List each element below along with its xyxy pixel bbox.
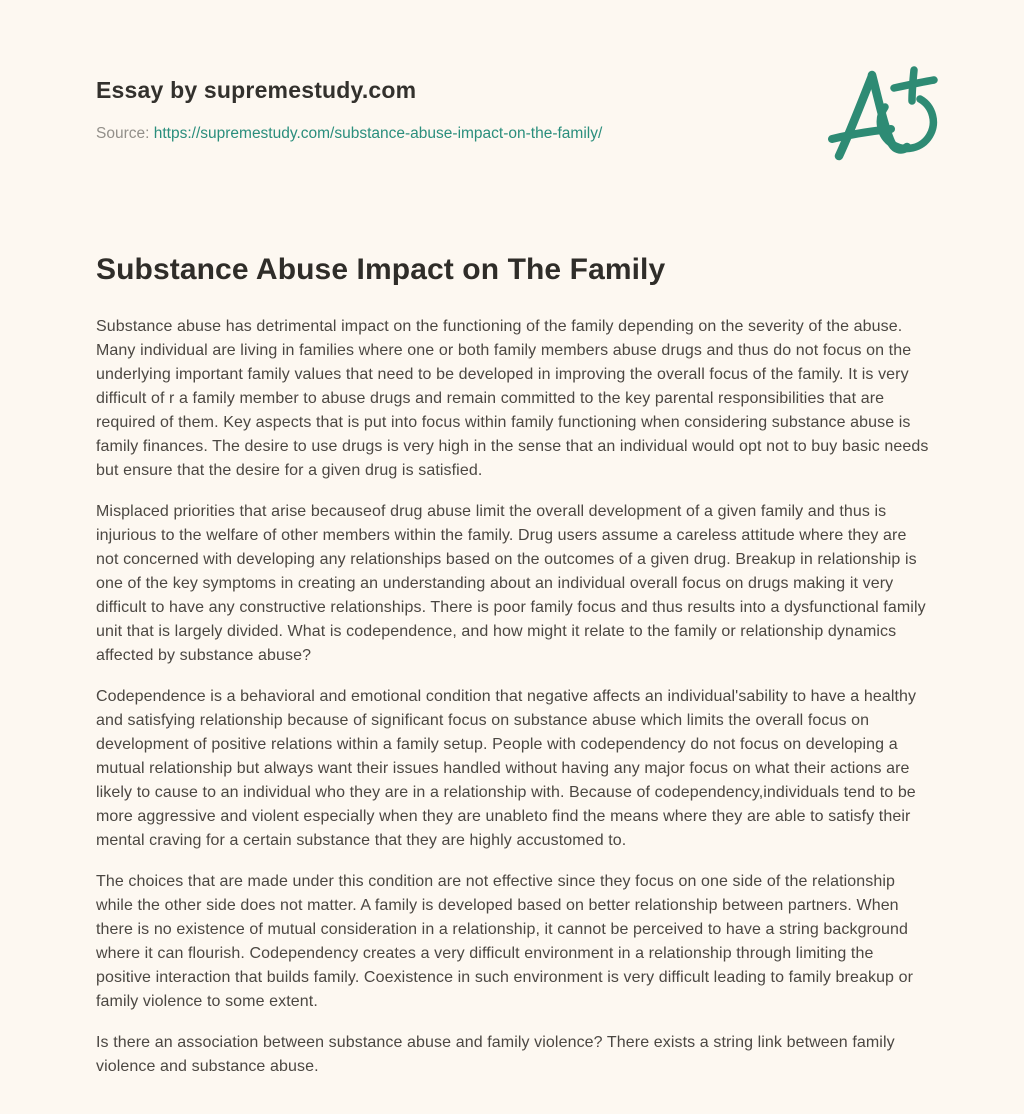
source-url-link[interactable]: https://supremestudy.com/substance-abuse-impact-on-the-family/ bbox=[153, 125, 603, 142]
article-body bbox=[96, 315, 930, 1079]
essay-paragraph: Is there an association between substance abuse and family violence? There exists a string link between family violence and substance abuse. bbox=[96, 1034, 895, 1075]
essay-paragraph: Misplaced priorities that arise becauseof drug abuse limit the overall development of a given family and thus is injurious to the welfare of other members within the family. Drug users assume a careless attitude where they are not concerned with developing any relationships based on the outcomes of a given drug. Breakup in relationship is one of the key symptoms in creating an understanding about an individual overall focus on drugs making it very difficult to have any constructive relationships. There is poor family focus and thus results into a dysfunctional family unit that is largely divided. What is codependence, and how might it relate to the family or relationship dynamics affected by substance abuse? bbox=[96, 503, 926, 664]
essay-paragraph: The choices that are made under this condition are not effective since they focus on one side of the relationship while the other side does not matter. A family is developed based on better relationship between partners. When there is no existence of mutual consideration in a relationship, it cannot be perceived to have a string background where it can flourish. Codependency creates a very difficult environment in a relationship through limiting the positive interaction that builds family. Coexistence in such environment is very difficult leading to family breakup or family violence to some extent. bbox=[96, 873, 914, 1010]
essay-paragraph: Codependence is a behavioral and emotional condition that negative affects an individual'sability to have a healthy and satisfying relationship because of significant focus on substance abuse which limits the overall focus on development of positive relations within a family setup. People with codependency do not focus on developing a mutual relationship but always want their issues handled without having any major focus on what their actions are likely to cause to an individual who they are in a relationship with. Because of codependency,individuals tend to be more aggressive and violent especially when they are unableto find the means where they are able to satisfy their mental craving for a certain substance that they are highly accustomed to. bbox=[96, 688, 917, 849]
essay-by-heading: Essay by supremestudy.com bbox=[96, 77, 417, 103]
source-label: Source: bbox=[96, 125, 150, 142]
page-title: Substance Abuse Impact on The Family bbox=[96, 253, 666, 286]
source-line bbox=[96, 123, 930, 145]
essay-paragraph: Substance abuse has detrimental impact on the functioning of the family depending on the severity of the abuse. Many individual are living in families where one or both family members abuse drugs and thus do not focus on the underlying important family values that need to be developed in improving the overall focus of the family. It is very difficult of r a family member to abuse drugs and remain committed to the key parental responsibilities that are required of them. Key aspects that is put into focus within family functioning when considering substance abuse is family finances. The desire to use drugs is very high in the sense that an individual would opt not to buy basic needs but ensure that the desire for a given drug is satisfied. bbox=[96, 318, 929, 479]
a-plus-logo-icon bbox=[824, 62, 938, 170]
